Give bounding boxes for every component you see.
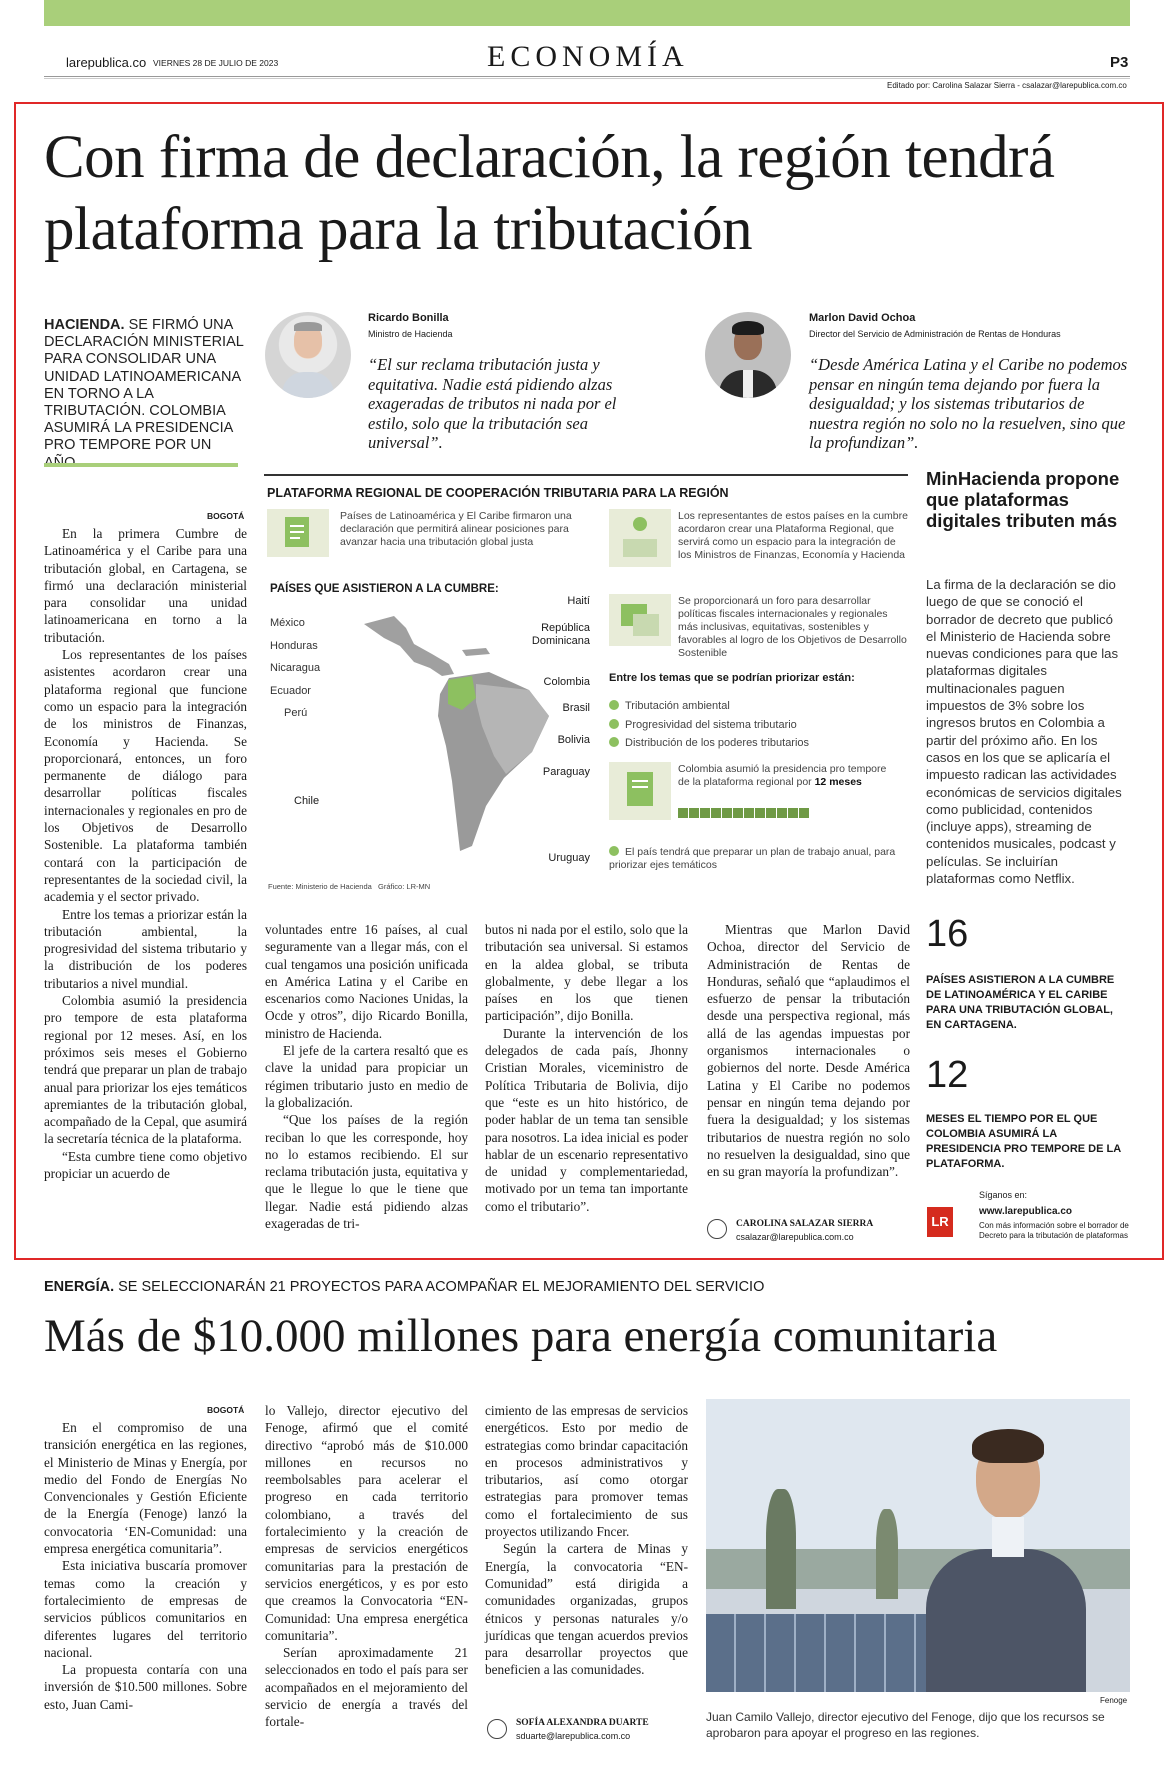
article-col-4: Mientras que Marlon David Ochoa, director del Servicio de Administración de Rentas de Honduras, señaló que “aplaudimos el esfuerzo de pensar la tributación desde una perspectiva regional, más allá de las agendas impuestas por organismos internacionales o gobiernos del norte. Desde América Latina y El Caribe no podemos pensar en ningún tema dejando por fuera la desigualdad; y los sistemas tributarios de nuestra región no solo no resuelven la desigualdad, sino que en su gran mayoría la profundizan”. — [707, 922, 910, 1180]
author2-icon — [487, 1719, 507, 1739]
article2-col-3: cimiento de las empresas de servicios energéticos. Esto por medio de estrategias como brindar capacitación en procesos administrativos y tributarios, así como otorgar estrategias para promover temas como el fortalecimiento de sus proyectos utilizando Fncer. Según la cartera de Minas y Energía, la convocatoria “EN-Comunidad” está dirigida a comunidades organizadas, grupos étnicos y personas naturales y/o jurídicas que tengan acuerdos previos para desarrollar proyectos que beneficien a las comunidades. — [485, 1403, 688, 1678]
declaration-icon — [267, 509, 329, 557]
map-title: PAÍSES QUE ASISTIERON A LA CUMBRE: — [270, 583, 499, 595]
infographic-title: PLATAFORMA REGIONAL DE COOPERACIÓN TRIBUTARIA PARA LA REGIÓN — [267, 486, 729, 500]
lr-logo[interactable]: LR — [927, 1207, 953, 1237]
photo-credit: Fenoge — [1100, 1696, 1128, 1705]
article-headline: Con firma de declaración, la región tendrá plataforma para la tributación — [44, 124, 1055, 263]
top-color-bar — [44, 0, 1130, 26]
editor-credit: Editado por: Carolina Salazar Sierra - csalazar@larepublica.com.co — [887, 81, 1127, 90]
issue-date: VIERNES 28 DE JULIO DE 2023 — [153, 58, 279, 68]
plan-text: El país tendrá que preparar un plan de trabajo anual, para priorizar ejes temáticos — [609, 846, 896, 871]
bullet-icon — [609, 700, 619, 710]
author-email: csalazar@larepublica.com.co — [736, 1232, 854, 1242]
map-mexico-central-america — [364, 616, 454, 676]
section-title: ECONOMÍA — [487, 40, 689, 73]
article2-dateline: BOGOTÁ — [207, 1405, 245, 1415]
label-haiti: Haití — [567, 595, 590, 607]
quote2-text: “Desde América Latina y el Caribe no podemos pensar en ningún tema dejando por fuera la desigualdad; y los sistemas tributarios de nuestra región no solo no la resuelven, sino que la profundizan”. — [809, 355, 1128, 452]
quote1-name: Ricardo Bonilla — [368, 312, 449, 324]
presidency-duration: 12 meses — [814, 776, 862, 788]
article2-col-2: lo Vallejo, director ejecutivo del Fenoge, afirmó que el comité directivo “aprobó más de $10.000 millones en recursos no reembolsables para acelerar el progreso en cada territorio colombiano, a través del fortalecimiento y la creación de empresas de servicios energéticos comunitarias para la prestación de servicios energéticos, y es por esto que creamos la Convocatoria “EN-Comunidad: Una empresa energética comunitaria”. Serían aproximadamente 21 seleccionados en todo el país para ser acompañados en el mejoramiento del servicio de energía a través del fortale- — [265, 1403, 468, 1730]
month-block — [678, 808, 688, 818]
sidebar-body: La firma de la declaración se dio luego de que se conoció el borrador de decreto que publicó el Ministerio de Hacienda sobre nuevas condiciones para que las plataformas digitales multinacionales paguen impuestos de 3% sobre los ingresos brutos en Colombia a partir del próximo año. En los casos en los que se aplicaría el impuesto radican las actividades económicas de servicios digitales como publicidad, contenidos (incluye apps), streaming de contenidos musicales, podcast y películas. Se incluirían plataformas como Netflix. — [926, 577, 1122, 887]
label-bolivia: Bolivia — [557, 734, 590, 746]
stat-12: 12 — [926, 1054, 969, 1096]
month-block — [689, 808, 699, 818]
article-kicker: HACIENDA. — [44, 317, 125, 333]
label-chile: Chile — [294, 795, 320, 807]
label-colombia: Colombia — [543, 676, 590, 688]
follow-site[interactable]: www.larepublica.co — [979, 1206, 1072, 1217]
author-icon — [707, 1219, 727, 1239]
article-deck — [44, 317, 244, 472]
article2-headline: Más de $10.000 millones para energía comunitaria — [44, 1310, 998, 1362]
infographic-top-rule — [264, 474, 908, 476]
label-republica-dominicana: República Dominicana — [531, 622, 590, 647]
label-honduras: Honduras — [270, 639, 318, 652]
portrait-marlon-ochoa — [705, 312, 791, 398]
platform-text: Los representantes de estos países en la cumbre acordaron crear una Plataforma Regional, que servirá como un espacio para la integración de los Ministros de Finanzas, Economía y Hacienda — [678, 510, 908, 561]
article2-deck — [44, 1279, 764, 1295]
month-block — [799, 808, 809, 818]
month-block — [755, 808, 765, 818]
presidency-icon — [609, 762, 671, 820]
label-brasil: Brasil — [562, 702, 590, 714]
label-ecuador: Ecuador — [270, 684, 311, 697]
forum-icon — [609, 594, 671, 646]
bullet-icon — [609, 846, 619, 856]
follow-note: Con más información sobre el borrador de Decreto para la tributación de plataformas — [979, 1221, 1129, 1240]
article-col-1: En la primera Cumbre de Latinoamérica y el Caribe para una tributación global, en Cartagena, se firmó una declaración ministerial para consolidar una unidad latinoamericana en torno a la tributación. Los representantes de los países asistentes acordaron crear una plataforma regional que funcione como un espacio para la integración de los ministros de Finanzas, Economía y Hacienda. Se proporcionará, entonces, un foro permanente de diálogo para desarrollar políticas fiscales internacionales y regionales en pro de los Objetivos de Desarrollo Sostenible. La plataforma también contará con la participación de representantes de la sociedad civil, la academia y el sector privado. Entre los temas a priorizar están la tributación ambiental, la progresividad del sistema tributario y la distribución de los poderes tributarios a nivel mundial. Colombia asumió la presidencia pro tempore de esta plataforma regional por 12 meses. Así, en los próximos seis meses el Gobierno tendrá que preparar un plan de trabajo anual para priorizar los ejes temáticos apremiantes de la tributación global, acompañado de la Cepal, que asumirá la secretaría técnica de la plataforma. “Esta cumbre tiene como objetivo propiciar un acuerdo de — [44, 526, 247, 1181]
bullet-icon — [609, 719, 619, 729]
month-block — [733, 808, 743, 818]
map-caribbean — [462, 648, 490, 656]
bullet-icon — [609, 737, 619, 747]
portrait-ricardo-bonilla — [265, 312, 351, 398]
dateline: BOGOTÁ — [207, 511, 245, 521]
deck-rule — [44, 463, 238, 467]
month-block — [722, 808, 732, 818]
infographic-source: Fuente: Ministerio de Hacienda Gráfico: LR-MN — [268, 882, 431, 891]
stat-16-label: PAÍSES ASISTIERON A LA CUMBRE DE LATINOAMÉRICA Y EL CARIBE PARA UNA TRIBUTACIÓN GLOBAL, EN CARTAGENA. — [926, 974, 1115, 1031]
label-uruguay: Uruguay — [548, 852, 590, 864]
author2-name: SOFÍA ALEXANDRA DUARTE — [516, 1718, 649, 1728]
topics-list — [609, 697, 809, 753]
platform-icon — [609, 509, 671, 567]
topic-item: Distribución de los poderes tributarios — [609, 734, 809, 753]
label-peru: Perú — [284, 707, 308, 719]
map-label-left — [270, 612, 320, 725]
infographic-intro: Países de Latinoamérica y El Caribe firmaron una declaración que permitirá alinear posiciones para avanzar hacia una tributación global justa — [340, 510, 572, 548]
quote2-role: Director del Servicio de Administración de Rentas de Honduras — [809, 329, 1061, 339]
month-block — [744, 808, 754, 818]
author2-email: sduarte@larepublica.com.co — [516, 1731, 631, 1741]
infographic — [264, 474, 908, 904]
quote2-name: Marlon David Ochoa — [809, 312, 916, 324]
photo-caption: Juan Camilo Vallejo, director ejecutivo del Fenoge, dijo que los recursos se aprobaron para apoyar el progreso en las regiones. — [706, 1710, 1105, 1740]
article2-deck-text: SE SELECCIONARÁN 21 PROYECTOS PARA ACOMPAÑAR EL MEJORAMIENTO DEL SERVICIO — [118, 1279, 765, 1295]
follow-label: Síganos en: — [979, 1190, 1028, 1200]
article2-photo — [706, 1399, 1130, 1692]
header-rule-secondary — [44, 78, 1130, 79]
topics-title: Entre los temas que se podrían priorizar están: — [609, 672, 855, 684]
month-block — [788, 808, 798, 818]
topic-item: Tributación ambiental — [609, 697, 809, 716]
label-mexico: México — [270, 617, 305, 629]
month-block — [766, 808, 776, 818]
page-number: P3 — [1110, 54, 1129, 71]
article-col-2: voluntades entre 16 países, al cual seguramente van a llegar más, con el cual tengamos una posición unificada en América Latina y el Caribe en escenarios como Naciones Unidas, la Ocde y otros”, dijo Ricardo Bonilla, ministro de Hacienda. El jefe de la cartera resaltó que es clave la unidad para propiciar un régimen tributario justo en medio de la globalización. “Que los países de la región reciban lo que les corresponde, hoy no lo estamos recibiendo. El sur reclama tributación justa, equitativa y que le llegue lo que le tiene que llegar. Nadie está pidiendo alzas exageradas de tri- — [265, 922, 468, 1232]
author-name: CAROLINA SALAZAR SIERRA — [736, 1219, 874, 1229]
sidebar-title: MinHacienda propone que plataformas digitales tributen más — [926, 468, 1120, 531]
label-nicaragua: Nicaragua — [270, 662, 321, 674]
label-paraguay: Paraguay — [542, 766, 590, 778]
stat-12-label: MESES EL TIEMPO POR EL QUE COLOMBIA ASUMIRÁ LA PRESIDENCIA PRO TEMPORE DE LA PLATAFORMA. — [926, 1113, 1121, 1170]
month-block — [700, 808, 710, 818]
month-blocks — [678, 808, 809, 818]
quote1-text: “El sur reclama tributación justa y equitativa. Nadie está pidiendo alzas exageradas de tributos ni nada por el estilo, solo que la tributación sea universal”. — [368, 355, 617, 452]
month-block — [777, 808, 787, 818]
header-rule — [44, 76, 1130, 77]
article2-kicker: ENERGÍA. — [44, 1279, 115, 1295]
presidency-text: Colombia asumió la presidencia pro tempore de la plataforma regional por 12 meses — [678, 763, 887, 788]
article-col-3: butos ni nada por el estilo, solo que la tributación sea universal. Si estamos en la aldea global, se tributa globalmente, y debe llegar a los países en los que tienen participación”, dijo Bonilla. Durante la intervención de los delegados de cada país, Jhonny Cristian Morales, viceministro de Política Tributaria de Bolivia, dijo que “este es un hito histórico, de poder hablar de un tema tan sensible para nosotros. La idea inicial es poder hablar de un escenario representativo de unidad y complementariedad, motivado por un tema tan importante como el tributario”. — [485, 922, 688, 1214]
month-block — [711, 808, 721, 818]
site-name[interactable]: larepublica.co — [66, 55, 147, 70]
article-deck-text: SE FIRMÓ UNA DECLARACIÓN MINISTERIAL PARA CONSOLIDAR UNA UNIDAD LATINOAMERICANA EN TORNO A LA TRIBUTACIÓN. COLOMBIA ASUMIRÁ LA PRESIDENCIA PRO TEMPORE POR UN — [44, 317, 244, 454]
topic-item: Progresividad del sistema tributario — [609, 716, 809, 735]
stat-16: 16 — [926, 913, 969, 955]
quote1-role: Ministro de Hacienda — [368, 329, 453, 339]
forum-text: Se proporcionará un foro para desarrollar políticas fiscales internacionales y regionales más inclusivas, equitativas, sostenibles y favorables al logro de los Objetivos de Desarrollo Sostenible — [678, 595, 907, 659]
article2-col-1: En el compromiso de una transición energética en las regiones, el Ministerio de Minas y Energía, por medio del Fondo de Energías No Convencionales y Gestión Eficiente de la Energía (Fenoge) lanzó la convocatoria ‘EN-Comunidad: una empresa energética comunitaria”. Esta iniciativa buscaría promover temas como la creación y fortalecimiento de empresas de servicios públicos comunitarios en diferentes lugares del territorio nacional. La propuesta contaría con una inversión de $10.500 millones. Sobre esto, Juan Cami- — [44, 1420, 247, 1712]
